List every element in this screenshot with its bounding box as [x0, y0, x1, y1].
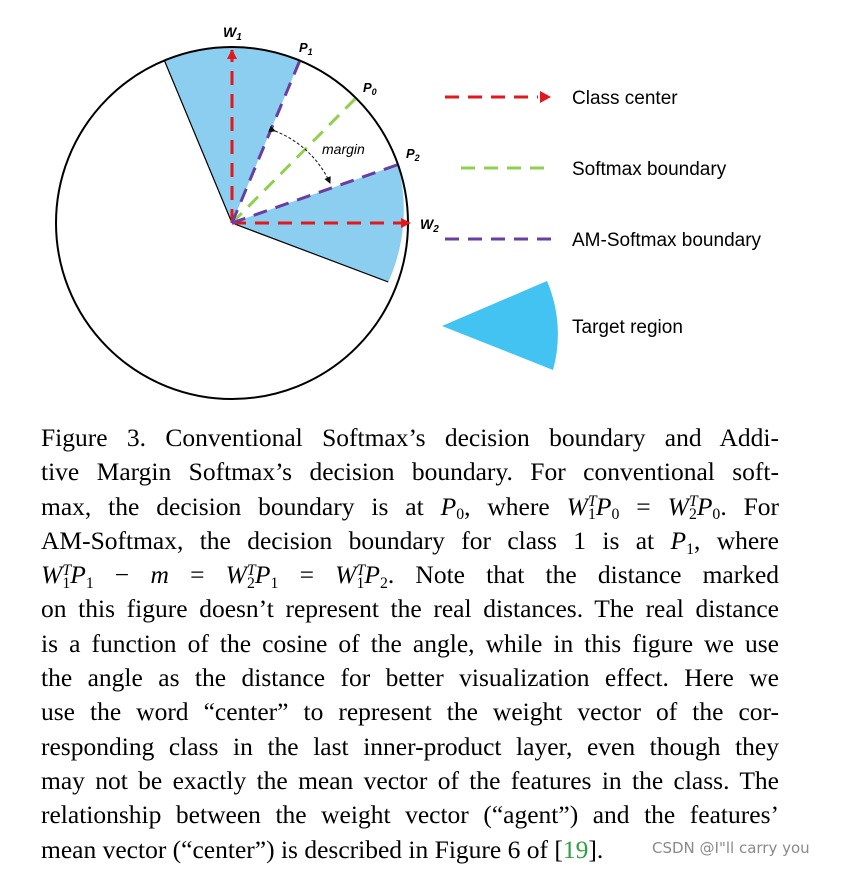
caption-line-2: tive Margin Softmax’s decision boundary. For conventional soft- — [41, 457, 779, 487]
w1-label: $W_1$ — [223, 24, 242, 43]
caption-line-9: use the word “center” to represent the weight vector of the cor- — [41, 697, 779, 727]
caption-line-4: AM-Softmax, the decision boundary for class 1 is at P1, where — [41, 525, 779, 558]
legend-softmax-label: Softmax boundary — [572, 159, 727, 180]
legend-am-softmax-label: AM-Softmax boundary — [572, 230, 762, 251]
caption-line-7: is a function of the cosine of the angle, while in this figure we use — [41, 628, 779, 658]
caption-line-1: Figure 3. Conventional Softmax’s decision boundary and Addi- — [41, 423, 779, 452]
am-softmax-figure — [0, 0, 843, 420]
p1-label: $P_1$ — [299, 40, 313, 57]
caption-line-5: $W^T1P1 - m = W^T2P1 = W^T1P2$. Note that the distance marked — [41, 560, 780, 592]
p0-label: $P_0$ — [363, 80, 377, 97]
caption-line-11: may not be exactly the mean vector of the features in the class. The — [41, 765, 779, 795]
caption-line-10: responding class in the last inner-product layer, even though they — [41, 731, 779, 761]
margin-label: margin — [322, 141, 365, 157]
citation-link-19[interactable]: 19 — [562, 834, 589, 864]
legend-target-region-swatch — [442, 281, 558, 370]
figure-caption — [41, 421, 779, 867]
caption-line-6: on this figure doesn’t represent the real distances. The real distance — [41, 594, 779, 624]
caption-line-13: mean vector (“center”) is described in Figure 6 of [19]. — [41, 834, 604, 864]
caption-line-3: max, the decision boundary is at P0, where $W^T1P0 = W^T2P0$. For — [41, 491, 780, 524]
legend-class-center-arrowhead — [540, 91, 551, 103]
caption-line-8: the angle as the distance for better visualization effect. Here we — [41, 663, 779, 693]
caption-line-12: relationship between the weight vector (“agent”) and the features’ — [41, 800, 779, 830]
legend-target-region-label: Target region — [572, 317, 683, 338]
w2-label: $W_2$ — [420, 216, 439, 235]
p2-label: $P_2$ — [406, 146, 420, 163]
legend-class-center-label: Class center — [572, 88, 678, 109]
csdn-watermark: CSDN @I"ll carry you — [652, 839, 810, 857]
